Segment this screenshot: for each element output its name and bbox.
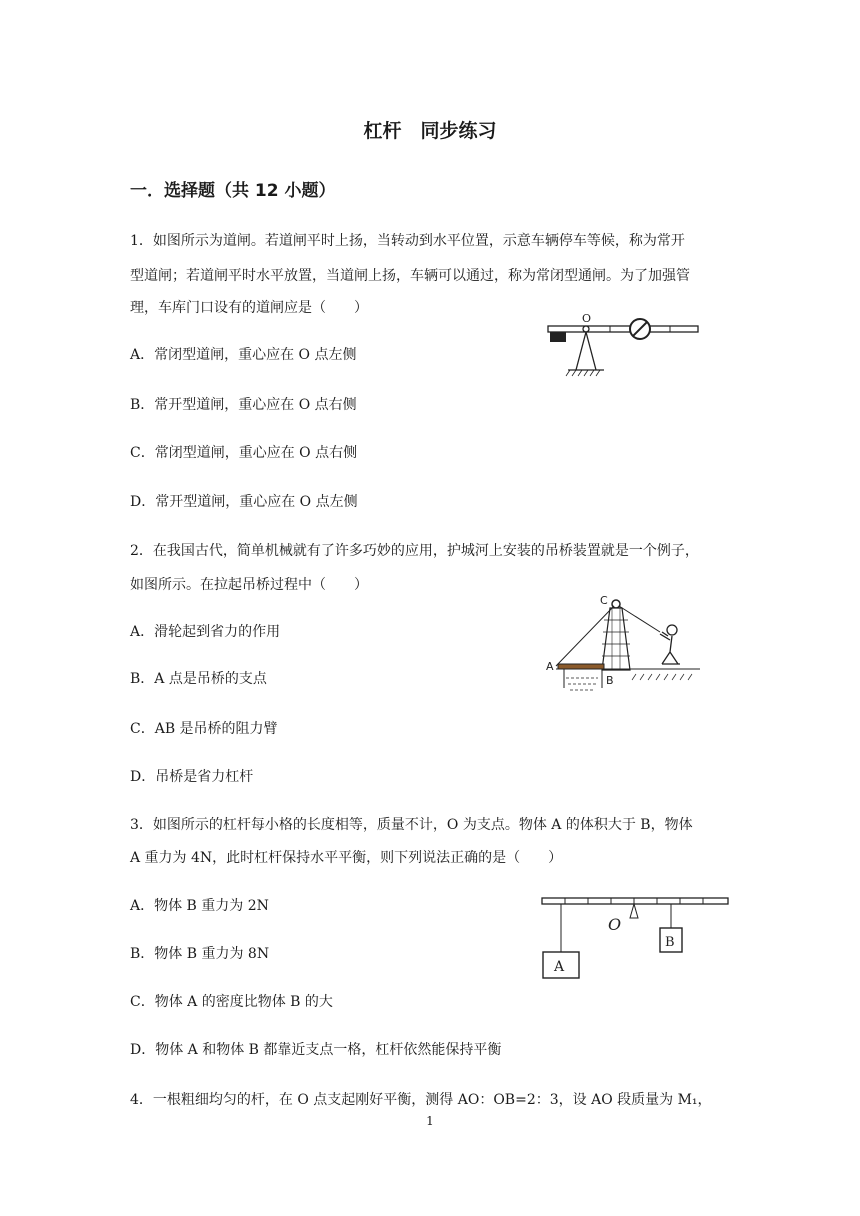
label-c: C [600, 594, 608, 607]
support-right-leg [586, 332, 596, 370]
question-2-option-a: A．滑轮起到省力的作用 [130, 624, 281, 640]
block-b-label: B [665, 935, 675, 950]
lever-bar [542, 898, 728, 904]
question-1-option-a: A．常闭型道闸，重心应在 O 点左侧 [130, 347, 357, 363]
question-1-line-1: 1．如图所示为道闸。若道闸平时上扬，当转动到水平位置，示意车辆停车等候，称为常开 [130, 233, 685, 249]
drawbridge-figure [540, 592, 700, 700]
question-1-line-3: 理，车库门口设有的道闸应是（ ） [130, 300, 368, 316]
label-o: O [608, 915, 622, 934]
counterweight [550, 332, 566, 342]
question-3-option-b: B．物体 B 重力为 8N [130, 946, 270, 962]
question-3-option-d: D．物体 A 和物体 B 都靠近支点一格，杠杆依然能保持平衡 [130, 1042, 502, 1058]
barrier-gate-figure [540, 308, 700, 380]
question-2-line-2: 如图所示。在拉起吊桥过程中（ ） [130, 577, 368, 593]
question-3-line-2: A 重力为 4N，此时杠杆保持水平平衡，则下列说法正确的是（ ） [130, 850, 563, 866]
label-o: O [582, 312, 592, 325]
question-3-option-a: A．物体 B 重力为 2N [130, 898, 269, 914]
lever-balance-figure [538, 890, 734, 982]
person-pulling-icon [660, 625, 680, 664]
question-1-option-c: C．常闭型道闸，重心应在 O 点右侧 [130, 445, 358, 461]
question-2-line-1: 2．在我国古代，简单机械就有了许多巧妙的应用，护城河上安装的吊桥装置就是一个例子， [130, 543, 699, 559]
question-1-line-2: 型道闸；若道闸平时水平放置，当道闸上扬，车辆可以通过，称为常闭型通闸。为了加强管 [130, 268, 690, 284]
block-a-label: A [554, 959, 565, 975]
label-a: A [546, 660, 554, 673]
label-b: B [606, 674, 614, 687]
question-4-line-1: 4．一根粗细均匀的杆，在 O 点支起刚好平衡，测得 AO：OB=2：3，设 AO 段质量为 M₁， [130, 1092, 712, 1108]
page-number: 1 [426, 1114, 434, 1128]
page-title: 杠杆 同步练习 [363, 120, 497, 142]
fulcrum [630, 904, 638, 918]
question-2-option-d: D．吊桥是省力杠杆 [130, 769, 254, 785]
question-3-line-1: 3．如图所示的杠杆每小格的长度相等，质量不计，O 为支点。物体 A 的体积大于 B，物体 [130, 817, 693, 833]
question-2-option-c: C．AB 是吊桥的阻力臂 [130, 721, 278, 737]
bridge-plank [558, 664, 604, 669]
question-2-option-b: B．A 点是吊桥的支点 [130, 671, 267, 687]
question-1-option-b: B．常开型道闸，重心应在 O 点右侧 [130, 397, 357, 413]
section-heading: 一．选择题（共 12 小题） [130, 181, 336, 201]
question-1-option-d: D．常开型道闸，重心应在 O 点左侧 [130, 494, 358, 510]
gate-arm [548, 326, 698, 332]
pivot-o [583, 326, 589, 332]
question-3-option-c: C．物体 A 的密度比物体 B 的大 [130, 994, 333, 1010]
brick-tower [602, 608, 630, 670]
support-left-leg [576, 332, 586, 370]
